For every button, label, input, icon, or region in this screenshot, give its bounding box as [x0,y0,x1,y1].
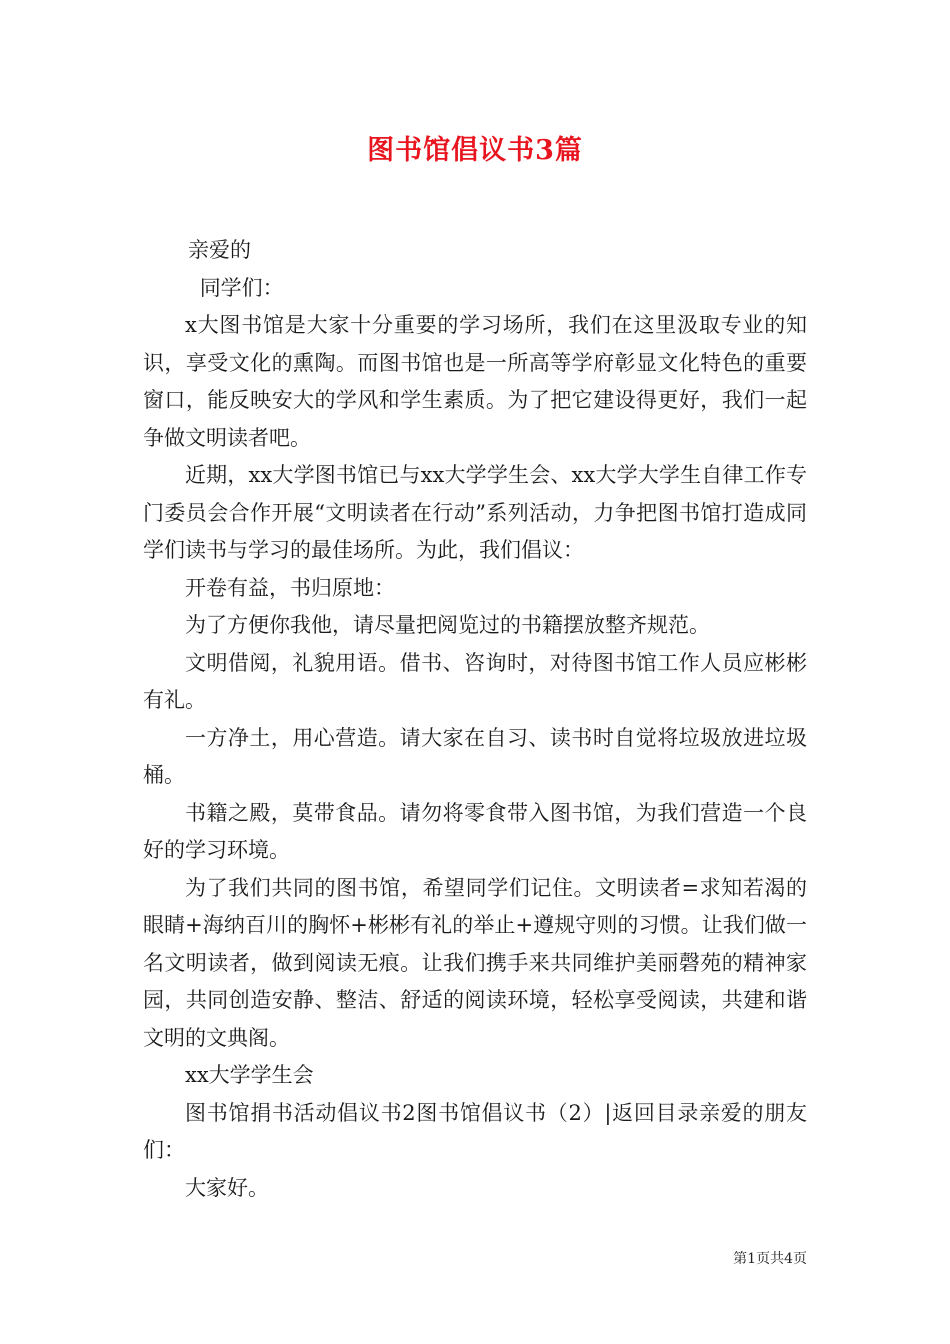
paragraph: 大家好。 [185,1175,269,1200]
paragraph: 为了方便你我他，请尽量把阅览过的书籍摆放整齐规范。 [185,613,710,637]
paragraph: x大图书馆是大家十分重要的学习场所，我们在这里汲取专业的知识，享受文化的熏陶。而图书馆也是一所高等学府彰显文化特色的重要窗口，能反映安大的学风和学生素质。为了把它建设得更好，我们一起争做文明读者吧。 [143,313,807,450]
paragraph: 一方净土，用心营造。请大家在自习、读书时自觉将垃圾放进垃圾桶。 [143,725,807,787]
paragraph: 开卷有益，书归原地： [185,575,395,600]
paragraph: 文明借阅，礼貌用语。借书、咨询时，对待图书馆工作人员应彬彬有礼。 [143,650,807,712]
paragraph: 近期，xx大学图书馆已与xx大学学生会、xx大学大学生自律工作专门委员会合作开展“文明读者在行动”系列活动，力争把图书馆打造成同学们读书与学习的最佳场所。为此，我们倡议： [143,463,807,562]
paragraph: 图书馆捐书活动倡议书2图书馆倡议书（2）|返回目录亲爱的朋友们： [143,1100,807,1162]
greeting-line-1: 亲爱的 [188,238,251,262]
document-title: 图书馆倡议书3篇 [367,135,583,166]
signature: xx大学学生会 [185,1063,314,1087]
document-body [143,232,807,1207]
paragraph: 为了我们共同的图书馆，希望同学们记住。文明读者=求知若渴的眼睛+海纳百川的胸怀+彬彬有礼的举止+遵规守则的习惯。让我们做一名文明读者，做到阅读无痕。让我们携手来共同维护美丽磬苑的精神家园，共同创造安静、整洁、舒适的阅读环境，轻松享受阅读，共建和谐文明的文典阁。 [143,875,807,1050]
greeting-line-2: 同学们： [199,275,284,300]
paragraph: 书籍之殿，莫带食品。请勿将零食带入图书馆，为我们营造一个良好的学习环境。 [143,800,807,862]
page-number: 第1页共4页 [733,1251,807,1267]
